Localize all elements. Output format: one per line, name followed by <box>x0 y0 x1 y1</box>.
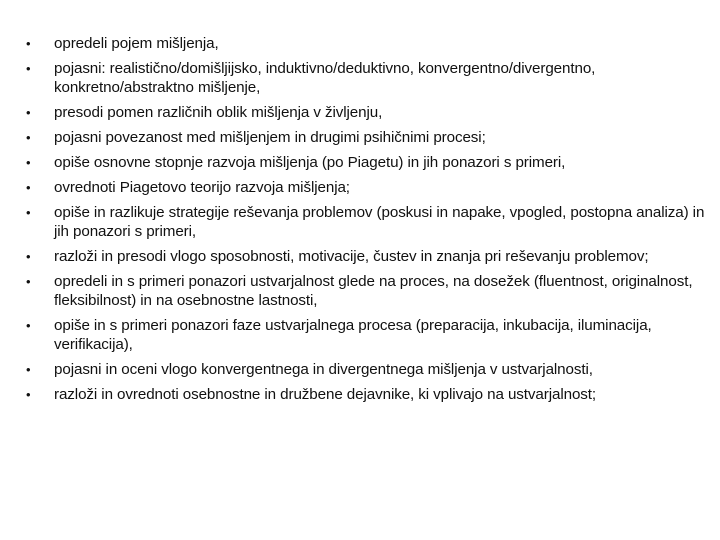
bullet-icon: • <box>26 318 31 333</box>
list-item-text: pojasni in oceni vlogo konvergentnega in divergentnega mišljenja v ustvarjalnosti, <box>54 361 593 378</box>
list-item <box>25 247 710 266</box>
list-item <box>25 203 710 241</box>
bullet-icon: • <box>26 249 31 264</box>
list-item <box>25 272 710 310</box>
bullet-icon: • <box>26 362 31 377</box>
bullet-icon: • <box>26 61 31 76</box>
objectives-list <box>25 34 710 410</box>
list-item-text: ovrednoti Piagetovo teorijo razvoja mišljenja; <box>54 179 350 196</box>
list-item <box>25 153 710 172</box>
list-item-text: razloži in ovrednoti osebnostne in družbene dejavnike, ki vplivajo na ustvarjalnost; <box>54 386 597 403</box>
list-item-text: opredeli pojem mišljenja, <box>54 35 219 52</box>
list-item-text: razloži in presodi vlogo sposobnosti, motivacije, čustev in znanja pri reševanju problemov; <box>54 248 649 265</box>
list-item-text: opiše osnovne stopnje razvoja mišljenja (po Piagetu) in jih ponazori s primeri, <box>54 154 566 171</box>
list-item <box>25 385 710 404</box>
list-item-text: pojasni povezanost med mišljenjem in drugimi psihičnimi procesi; <box>54 129 486 146</box>
bullet-icon: • <box>26 36 31 51</box>
list-item-text: opredeli in s primeri ponazori ustvarjalnost glede na proces, na dosežek (fluentnost, originalnost, fleksibilnost) in na osebnostne lastnosti, <box>54 273 693 309</box>
list-item <box>25 360 710 379</box>
list-item <box>25 316 710 354</box>
list-item-text: opiše in razlikuje strategije reševanja problemov (poskusi in napake, vpogled, postopna analiza) in jih ponazori s primeri, <box>54 204 705 240</box>
bullet-icon: • <box>26 180 31 195</box>
bullet-icon: • <box>26 274 31 289</box>
bullet-icon: • <box>26 105 31 120</box>
list-item <box>25 59 710 97</box>
list-item-text: presodi pomen različnih oblik mišljenja v življenju, <box>54 104 383 121</box>
bullet-icon: • <box>26 205 31 220</box>
list-item <box>25 103 710 122</box>
bullet-icon: • <box>26 155 31 170</box>
bullet-icon: • <box>26 130 31 145</box>
bullet-icon: • <box>26 387 31 402</box>
list-item <box>25 178 710 197</box>
list-item-text: pojasni: realistično/domišljijsko, induktivno/deduktivno, konvergentno/divergentno, konkretno/abstraktno mišljenje, <box>54 60 596 96</box>
list-item <box>25 34 710 53</box>
list-item <box>25 128 710 147</box>
list-item-text: opiše in s primeri ponazori faze ustvarjalnega procesa (preparacija, inkubacija, iluminacija, verifikacija), <box>54 317 652 353</box>
